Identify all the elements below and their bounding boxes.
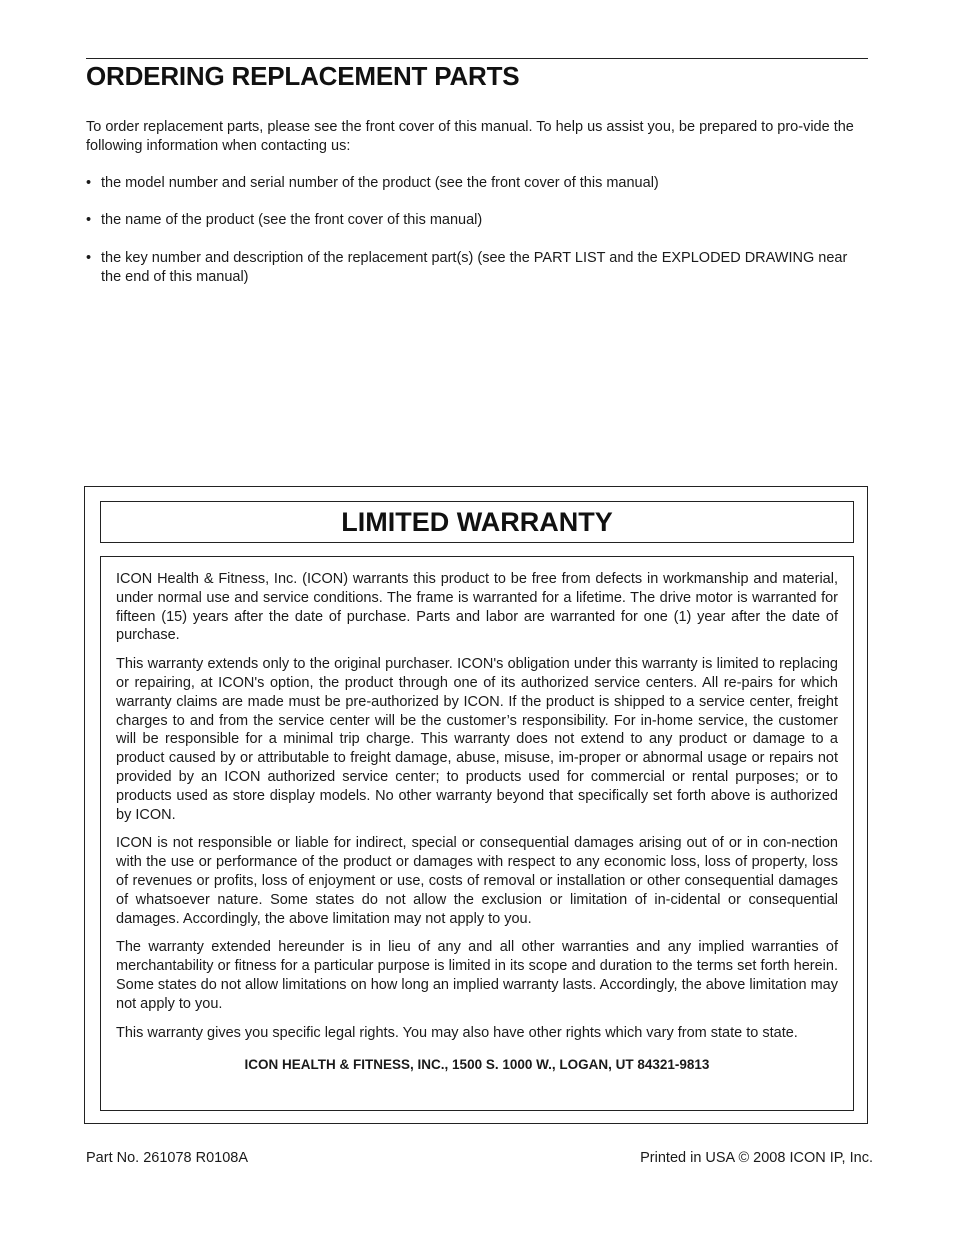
warranty-paragraph: The warranty extended hereunder is in lieu of any and all other warranties and any implied warranties of merchantability or fitness for a particular purpose is limited in its scope and duration to the terms set forth herein. Some states do not allow limitations on how long an implied warranty lasts. Accordingly, the above limitation may not apply to you.: [116, 939, 838, 1012]
top-divider: [86, 58, 868, 59]
warranty-title: LIMITED WARRANTY: [341, 507, 613, 537]
company-address: ICON HEALTH & FITNESS, INC., 1500 S. 1000 W., LOGAN, UT 84321-9813: [244, 1057, 710, 1073]
bullet-icon: •: [86, 212, 92, 228]
warranty-paragraph: ICON is not responsible or liable for indirect, special or consequential damages arising out of or in con-nection with the use or performance of the product or damages with respect to any economic loss, loss of property, loss of revenues or profits, loss of enjoyment or use, costs of removal or installation or other consequential damages of whatsoever nature. Some states do not allow the exclusion or limitation of in-cidental or consequential damages. Accordingly, the above limitation may not apply to you.: [116, 835, 838, 927]
bullet-icon: •: [86, 250, 92, 266]
list-item-text: the key number and description of the replacement part(s) (see the PART LIST and the EXPLODED DRAWING near the end of this manual): [101, 250, 848, 285]
list-item-text: the name of the product (see the front cover of this manual): [101, 212, 483, 228]
list-item: [86, 174, 861, 193]
ordering-title: ORDERING REPLACEMENT PARTS: [86, 61, 520, 91]
warranty-paragraph: This warranty gives you specific legal rights. You may also have other rights which vary from state to state.: [116, 1024, 798, 1041]
ordering-bullet-list: [86, 174, 861, 287]
warranty-paragraph: This warranty extends only to the original purchaser. ICON's obligation under this warranty is limited to replacing or repairing, at ICON's option, the product through one of its authorized service centers. All re-pairs for which warranty claims are made must be pre-authorized by ICON. If the product is shipped to a service center, freight charges to and from the service center will be the customer’s responsibility. For in-home service, the customer will be responsible for a minimal trip charge. This warranty does not extend to any product or damage to a product caused by or attributable to freight damage, abuse, misuse, im-proper or abnormal usage or repairs not provided by an ICON authorized service center; to products used for commercial or rental purposes; or to products used as store display models. No other warranty beyond that specifically set forth above is authorized by ICON.: [116, 656, 838, 823]
list-item: [86, 211, 861, 230]
list-item: [86, 249, 861, 287]
warranty-body: [100, 556, 854, 1111]
part-number: Part No. 261078 R0108A: [86, 1150, 249, 1166]
warranty-paragraph: ICON Health & Fitness, Inc. (ICON) warrants this product to be free from defects in workmanship and material, under normal use and service conditions. The frame is warranted for a lifetime. The drive motor is warranted for fifteen (15) years after the date of purchase. Parts and labor are warranted for one (1) year after the date of purchase.: [116, 571, 838, 644]
list-item-text: the model number and serial number of the product (see the front cover of this manual): [101, 175, 659, 191]
bullet-icon: •: [86, 175, 92, 191]
copyright-notice: Printed in USA © 2008 ICON IP, Inc.: [640, 1150, 873, 1166]
ordering-intro: To order replacement parts, please see the front cover of this manual. To help us assist you, be prepared to pro-vide the following information when contacting us:: [86, 119, 854, 154]
warranty-title-box: [100, 501, 854, 543]
